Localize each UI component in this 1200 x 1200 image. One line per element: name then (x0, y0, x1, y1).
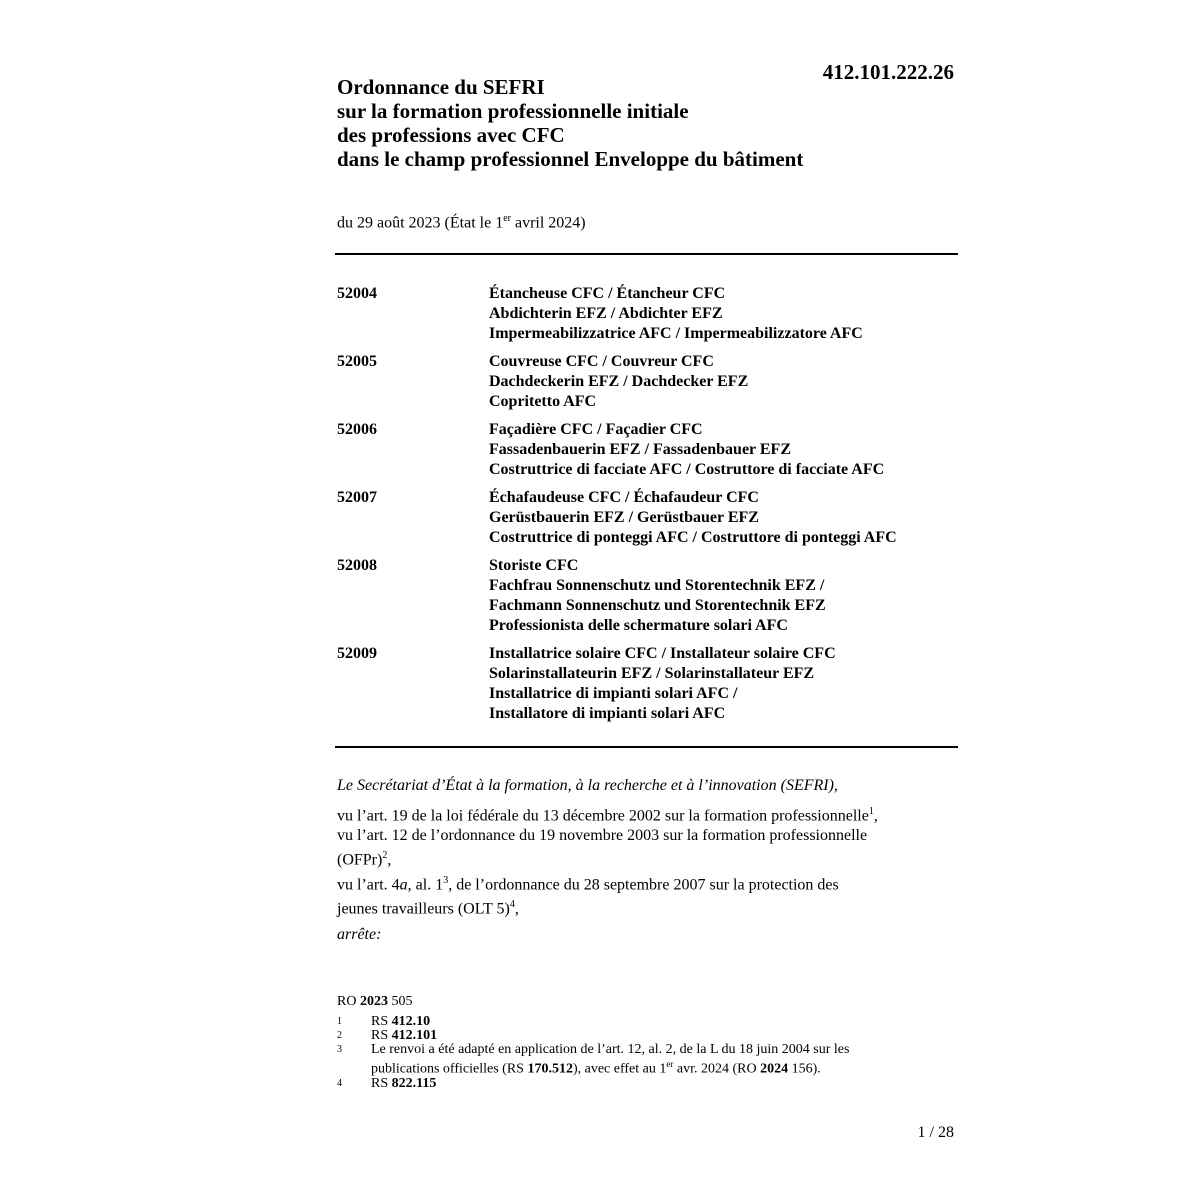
profession-names: Storiste CFC Fachfrau Sonnenschutz und Storentechnik EFZ / Fachmann Sonnenschutz und Storentechnik EFZ Professionista delle schermature solari AFC (489, 557, 826, 634)
footnote-ref[interactable]: 2 (382, 850, 388, 862)
profession-code: 52005 (337, 353, 377, 370)
bottom-divider (335, 746, 958, 748)
document-date: du 29 août 2023 (État le 1er avril 2024) (337, 213, 586, 232)
profession-names: Façadière CFC / Façadier CFC Fassadenbauerin EFZ / Fassadenbauer EFZ Costruttrice di facciate AFC / Costruttore di facciate AFC (489, 421, 885, 478)
profession-names: Couvreuse CFC / Couvreur CFC Dachdeckerin EFZ / Dachdecker EFZ Copritetto AFC (489, 353, 749, 410)
footnote-link[interactable]: 2024 (760, 1061, 789, 1077)
profession-code: 52006 (337, 421, 377, 438)
footnote-link[interactable]: 412.10 (391, 1014, 431, 1029)
legal-basis-line: (OFPr)$^2$, (337, 850, 392, 869)
top-divider (335, 253, 958, 255)
footnote-ref[interactable]: 3 (443, 874, 449, 886)
profession-row (337, 488, 957, 548)
profession-names: Échafaudeuse CFC / Échafaudeur CFC Gerüstbauerin EFZ / Gerüstbauer EFZ Costruttrice di ponteggi AFC / Costruttore di ponteggi AFC (489, 489, 897, 546)
official-compilation-ref: RO 2023 505 (337, 994, 413, 1009)
legal-basis-line: vu l’art. 19 de la loi fédérale du 13 décembre 2002 sur la formation professionnelle$^1$, (337, 806, 878, 825)
profession-row (337, 556, 957, 636)
document-title (337, 75, 957, 171)
document-number: 412.101.222.26 (822, 60, 954, 84)
decree-word: arrête: (337, 926, 382, 944)
title-line: Ordonnance du SEFRI (337, 75, 545, 99)
footnote: 4 RS 822.115 (337, 1075, 437, 1091)
footnote-link[interactable]: 170.512 (527, 1061, 573, 1077)
footnote-link[interactable]: 412.101 (391, 1028, 438, 1043)
profession-names: Installatrice solaire CFC / Installateur solaire CFC Solarinstallateurin EFZ / Solarinstallateur EFZ Installatrice di impianti solari AFC / Installatore di impianti solari AFC (489, 645, 836, 722)
footnote-link[interactable]: 822.115 (391, 1075, 437, 1091)
profession-row (337, 644, 957, 724)
profession-names: Étancheuse CFC / Étancheur CFC Abdichterin EFZ / Abdichter EFZ Impermeabilizzatrice AFC / Impermeabilizzatore AFC (489, 285, 863, 342)
profession-code: 52007 (337, 489, 377, 506)
profession-code: 52009 (337, 645, 377, 662)
preamble (337, 776, 957, 945)
profession-code: 52008 (337, 557, 377, 574)
footnote-ref[interactable]: 1 (868, 806, 874, 817)
title-line: des professions avec CFC (337, 123, 565, 147)
title-line: sur la formation professionnelle initiale (337, 99, 689, 123)
title-line: dans le champ professionnel Enveloppe du bâtiment (337, 147, 804, 171)
profession-table (337, 284, 957, 732)
legal-basis-line: vu l’art. 12 de l’ordonnance du 19 novembre 2003 sur la formation professionnelle (337, 827, 868, 845)
legal-basis-line: vu l’art. 4a, al. $1^3$, de l’ordonnance du 28 septembre 2007 sur la protection des (337, 874, 839, 893)
footnote: 3 Le renvoi a été adapté en application de l’art. 12, al. 2, de la L du 18 juin 2004 sur les publications officielles (RS 170.512), avec effet au 1er avr. 2024 (RO 2024 156). (337, 1042, 850, 1077)
profession-code: 52004 (337, 285, 377, 302)
footnote: 1 RS 412.10 (337, 1014, 431, 1029)
legal-basis-line: jeunes travailleurs (OLT 5)$^4$, (337, 898, 519, 918)
profession-row (337, 284, 957, 344)
footnote: 2 RS 412.101 (337, 1028, 438, 1043)
issuing-authority: Le Secrétariat d’État à la formation, à la recherche et à l’innovation (SEFRI), (337, 777, 838, 794)
page-number: 1 / 28 (917, 1124, 954, 1141)
footnotes (337, 1015, 957, 1091)
footnote-ref[interactable]: 4 (509, 898, 515, 910)
profession-row (337, 352, 957, 412)
profession-row (337, 420, 957, 480)
